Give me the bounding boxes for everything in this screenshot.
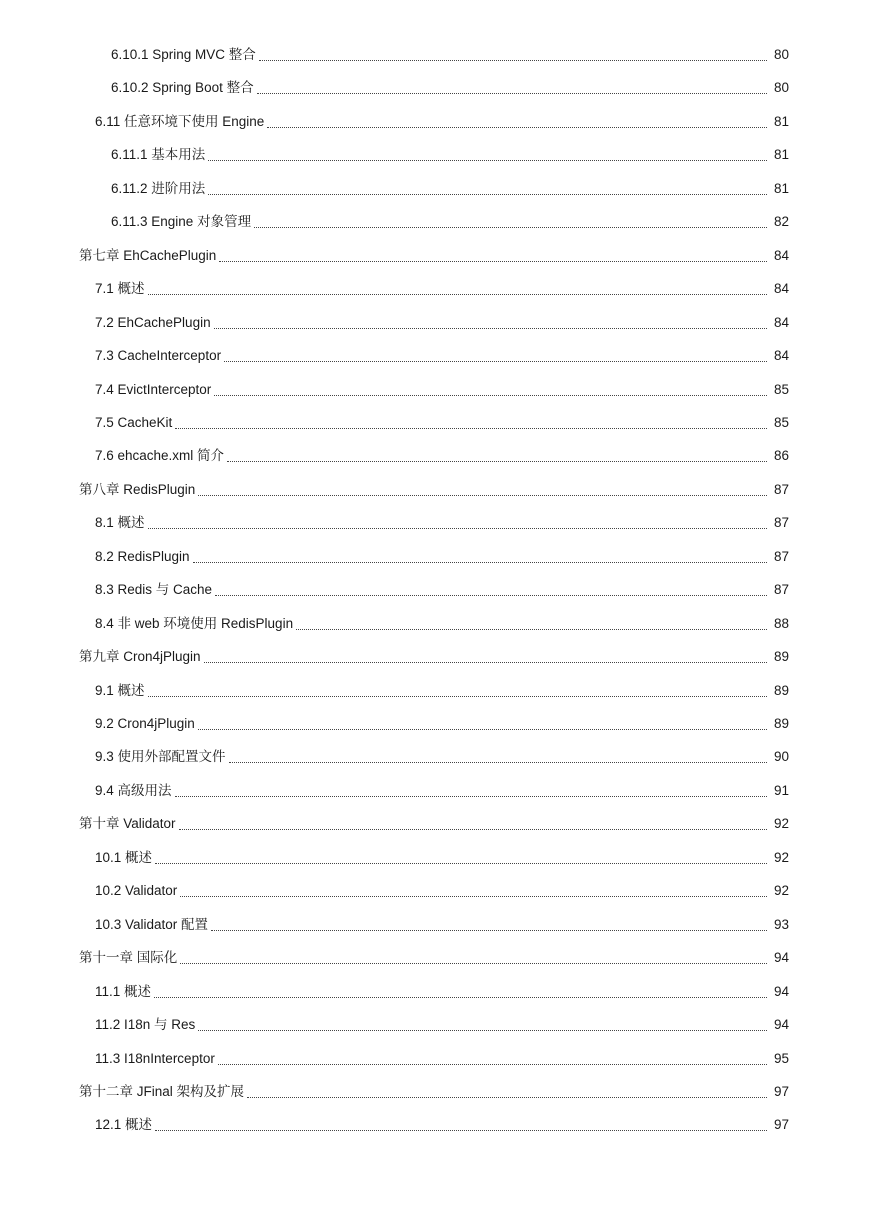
toc-entry[interactable] [0, 814, 869, 834]
toc-entry[interactable] [0, 279, 869, 299]
toc-entry[interactable] [0, 380, 869, 400]
toc-entry-page-number: 93 [773, 916, 789, 932]
toc-entry-page-number: 84 [773, 247, 789, 263]
toc-entry[interactable] [0, 580, 869, 600]
toc-entry[interactable] [0, 112, 869, 132]
toc-entry-label: 10.3 Validator 配置 [95, 916, 209, 932]
toc-entry[interactable] [0, 614, 869, 634]
dot-leader [175, 785, 767, 797]
toc-entry-page-number: 94 [773, 950, 789, 966]
toc-entry-page-number: 92 [773, 816, 789, 832]
toc-entry-label: 7.3 CacheInterceptor [95, 348, 222, 364]
toc-entry-page-number: 82 [773, 214, 789, 230]
toc-entry-page-number: 97 [773, 1083, 789, 1099]
dot-leader [175, 417, 767, 429]
toc-entry-page-number: 87 [773, 481, 789, 497]
dot-leader [267, 116, 767, 128]
toc-entry[interactable] [0, 781, 869, 801]
toc-entry-page-number: 91 [773, 782, 789, 798]
toc-entry-page-number: 81 [773, 113, 789, 129]
toc-entry-label: 11.2 I18n 与 Res [95, 1017, 196, 1033]
toc-entry[interactable] [0, 179, 869, 199]
toc-entry-page-number: 89 [773, 649, 789, 665]
toc-entry-page-number: 90 [773, 749, 789, 765]
toc-entry-page-number: 88 [773, 615, 789, 631]
dot-leader [180, 952, 767, 964]
toc-entry-label: 9.1 概述 [95, 682, 145, 698]
toc-entry[interactable] [0, 1015, 869, 1035]
toc-entry-label: 第十二章 JFinal 架构及扩展 [79, 1083, 245, 1099]
toc-entry-label: 8.4 非 web 环境使用 RedisPlugin [95, 615, 294, 631]
dot-leader [229, 751, 767, 763]
dot-leader [296, 618, 767, 630]
toc-entry[interactable] [0, 547, 869, 567]
toc-entry[interactable] [0, 313, 869, 333]
toc-entry-page-number: 84 [773, 314, 789, 330]
toc-entry-label: 9.4 高级用法 [95, 782, 172, 798]
toc-entry-page-number: 89 [773, 716, 789, 731]
dot-leader [211, 919, 767, 931]
toc-entry[interactable] [0, 513, 869, 533]
toc-entry[interactable] [0, 1049, 869, 1069]
toc-entry-label: 第十章 Validator [79, 816, 176, 832]
toc-entry-label: 10.1 概述 [95, 849, 153, 865]
toc-entry-page-number: 87 [773, 548, 789, 564]
toc-entry-page-number: 81 [773, 147, 789, 163]
toc-entry-page-number: 85 [773, 414, 789, 430]
toc-entry-page-number: 84 [773, 348, 789, 364]
toc-entry-label: 7.6 ehcache.xml 简介 [95, 448, 225, 464]
toc-entry[interactable] [0, 714, 869, 734]
dot-leader [198, 718, 767, 730]
toc-entry-page-number: 92 [773, 883, 789, 899]
toc-entry[interactable] [0, 346, 869, 366]
dot-leader [198, 1019, 767, 1031]
toc-entry-label: 8.3 Redis 与 Cache [95, 582, 213, 598]
toc-entry-page-number: 94 [773, 1017, 789, 1033]
dot-leader [208, 183, 767, 195]
toc-entry-label: 第十一章 国际化 [79, 950, 178, 966]
dot-leader [198, 484, 767, 496]
dot-leader [224, 350, 767, 362]
toc-entry[interactable] [0, 246, 869, 266]
toc-entry[interactable] [0, 848, 869, 868]
toc-entry[interactable] [0, 78, 869, 98]
toc-entry-label: 7.1 概述 [95, 281, 145, 297]
toc-entry-page-number: 85 [773, 381, 789, 397]
dot-leader [215, 584, 767, 596]
dot-leader [148, 685, 767, 697]
dot-leader [259, 49, 767, 61]
dot-leader [254, 216, 767, 228]
dot-leader [155, 852, 767, 864]
dot-leader [219, 250, 767, 262]
dot-leader [148, 517, 767, 529]
toc-entry-page-number: 86 [773, 448, 789, 464]
toc-entry[interactable] [0, 982, 869, 1002]
toc-entry-page-number: 80 [773, 47, 789, 62]
toc-entry-label: 10.2 Validator [95, 883, 178, 899]
toc-entry[interactable] [0, 446, 869, 466]
toc-entry-label: 7.5 CacheKit [95, 414, 173, 430]
toc-entry-label: 6.11.1 基本用法 [111, 147, 206, 163]
toc-entry-label: 6.11 任意环境下使用 Engine [95, 113, 265, 129]
dot-leader [155, 1119, 767, 1131]
dot-leader [257, 82, 767, 94]
dot-leader [148, 283, 767, 295]
toc-entry-page-number: 89 [773, 682, 789, 698]
dot-leader [247, 1086, 767, 1098]
dot-leader [214, 317, 767, 329]
toc-entry[interactable] [0, 681, 869, 701]
toc-entry-label: 7.2 EhCachePlugin [95, 314, 211, 330]
toc-entry-label: 9.3 使用外部配置文件 [95, 749, 226, 765]
toc-entry-label: 6.11.2 进阶用法 [111, 180, 206, 196]
toc-entry-label: 6.10.2 Spring Boot 整合 [111, 80, 254, 96]
dot-leader [208, 149, 767, 161]
dot-leader [179, 818, 767, 830]
toc-entry-label: 第八章 RedisPlugin [79, 481, 196, 497]
toc-entry-page-number: 87 [773, 515, 789, 531]
toc-entry-label: 11.3 I18nInterceptor [95, 1050, 215, 1066]
dot-leader [180, 885, 767, 897]
toc-entry-label: 7.4 EvictInterceptor [95, 381, 212, 397]
dot-leader [227, 450, 767, 462]
toc-entry-label: 8.1 概述 [95, 515, 145, 531]
dot-leader [218, 1053, 767, 1065]
toc-entry-label: 6.11.3 Engine 对象管理 [111, 214, 252, 230]
toc-entry-page-number: 94 [773, 983, 789, 999]
toc-entry-page-number: 80 [773, 80, 789, 96]
toc-entry-label: 6.10.1 Spring MVC 整合 [111, 47, 256, 62]
toc-entry[interactable] [0, 647, 869, 667]
toc-entry-label: 11.1 概述 [95, 983, 152, 999]
toc-entry[interactable] [0, 881, 869, 901]
toc-entry[interactable] [0, 915, 869, 935]
dot-leader [214, 384, 767, 396]
toc-entry[interactable] [0, 480, 869, 500]
toc-entry-page-number: 87 [773, 582, 789, 598]
toc-entry[interactable] [0, 45, 869, 65]
toc-entry-page-number: 97 [773, 1117, 789, 1133]
dot-leader [193, 551, 767, 563]
toc-entry[interactable] [0, 1082, 869, 1102]
toc-entry-label: 9.2 Cron4jPlugin [95, 716, 195, 731]
toc-entry-label: 第九章 Cron4jPlugin [79, 649, 201, 665]
toc-entry-page-number: 81 [773, 180, 789, 196]
toc-entry-page-number: 95 [773, 1050, 789, 1066]
toc-entry[interactable] [0, 747, 869, 767]
toc-entry[interactable] [0, 413, 869, 433]
dot-leader [154, 986, 767, 998]
toc-entry-label: 第七章 EhCachePlugin [79, 247, 217, 263]
toc-entry-label: 12.1 概述 [95, 1117, 153, 1133]
toc-entry[interactable] [0, 1115, 869, 1135]
toc-entry-label: 8.2 RedisPlugin [95, 548, 190, 564]
dot-leader [204, 651, 767, 663]
toc-entry[interactable] [0, 212, 869, 232]
toc-entry-page-number: 84 [773, 281, 789, 297]
toc-entry[interactable] [0, 145, 869, 165]
toc-entry-page-number: 92 [773, 849, 789, 865]
toc-entry[interactable] [0, 948, 869, 968]
